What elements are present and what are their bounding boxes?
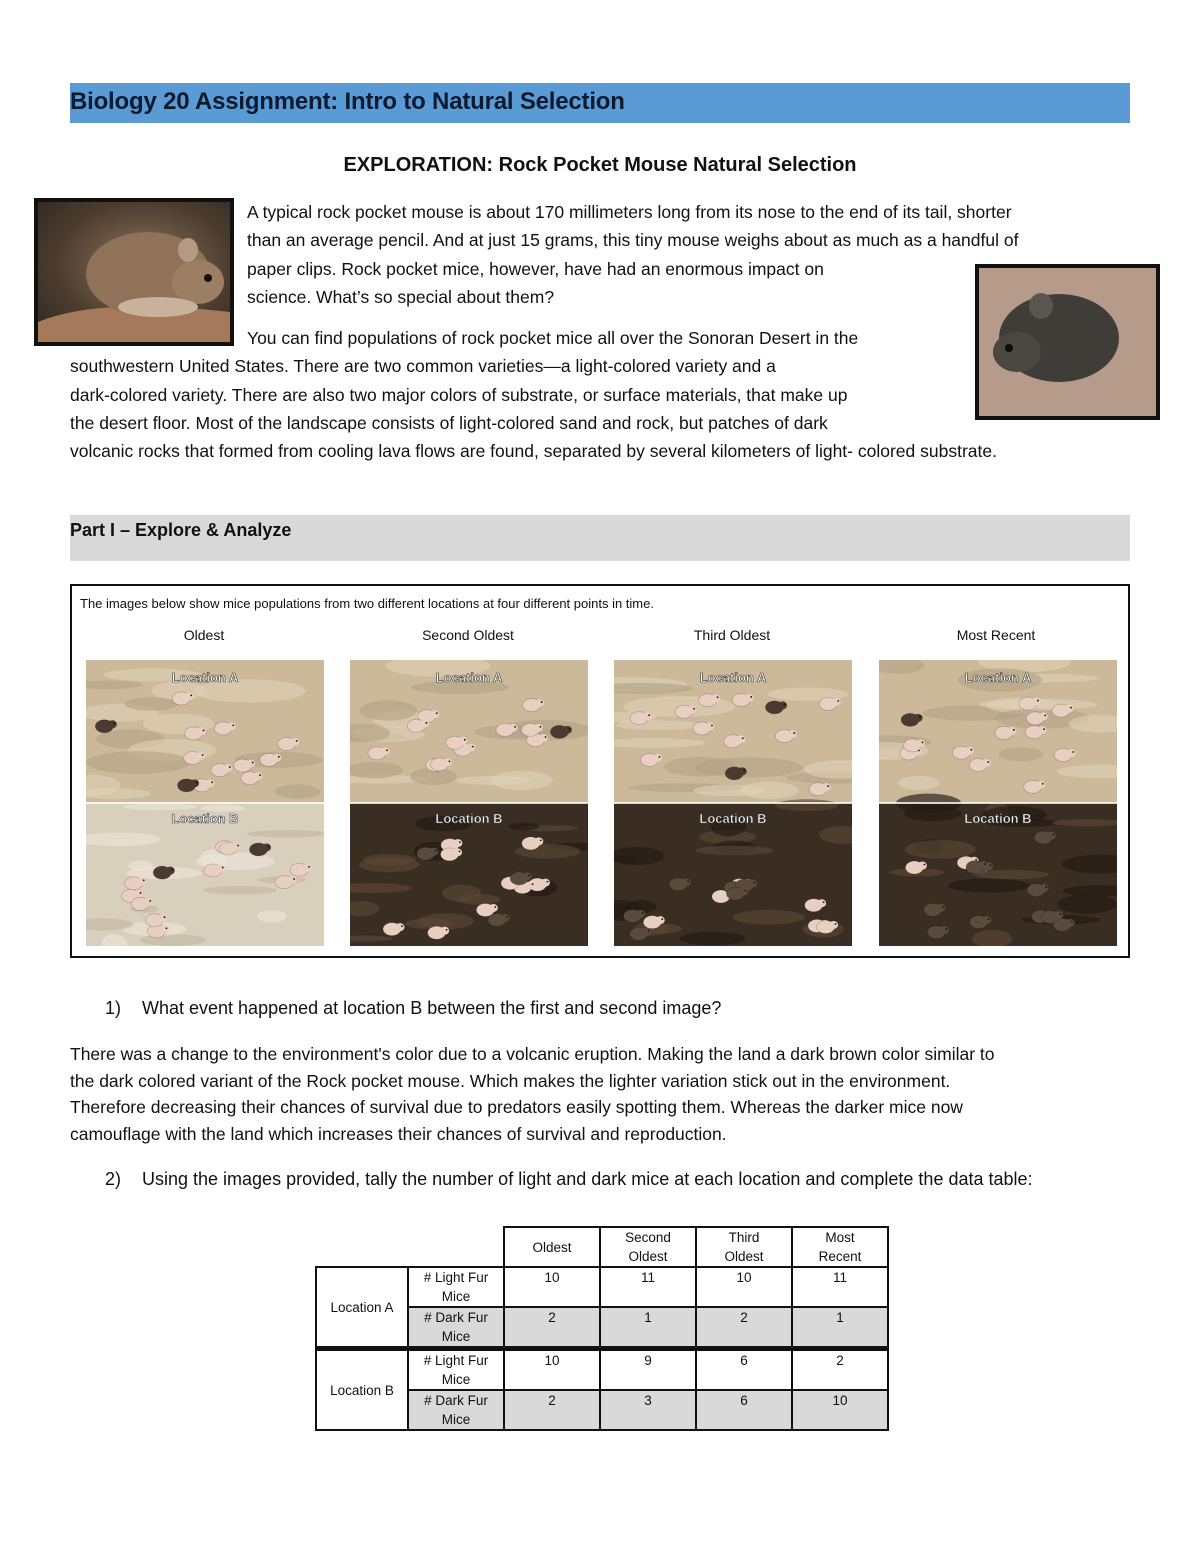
header-second-oldest: Second Oldest bbox=[600, 1227, 696, 1267]
table-cell[interactable]: 2 bbox=[504, 1307, 600, 1349]
section-heading: EXPLORATION: Rock Pocket Mouse Natural Selection bbox=[343, 154, 857, 176]
part-heading: Part I – Explore & Analyze bbox=[70, 520, 292, 540]
header-oldest: Oldest bbox=[504, 1227, 600, 1267]
part-heading-bar bbox=[70, 515, 1130, 561]
location-b-label: Location B bbox=[699, 811, 767, 826]
table-cell[interactable]: 6 bbox=[696, 1349, 792, 1391]
location-b-label: Location B bbox=[171, 811, 239, 826]
population-image-oldest bbox=[86, 660, 324, 946]
table-cell[interactable]: 11 bbox=[600, 1267, 696, 1307]
table-cell[interactable]: 2 bbox=[696, 1307, 792, 1349]
location-b-label: Location B bbox=[964, 811, 1032, 826]
column-label-second-oldest: Second Oldest bbox=[422, 627, 514, 643]
location-a-label: Location A bbox=[964, 670, 1032, 685]
table-cell[interactable]: 3 bbox=[600, 1390, 696, 1430]
location-a-label: Location A bbox=[171, 670, 239, 685]
location-b-label: Location B bbox=[316, 1349, 408, 1431]
column-label-oldest: Oldest bbox=[183, 627, 225, 643]
population-image-third-oldest bbox=[614, 660, 852, 946]
header-most-recent: Most Recent bbox=[792, 1227, 888, 1267]
column-label-most-recent: Most Recent bbox=[956, 627, 1036, 643]
population-image-second-oldest bbox=[350, 660, 588, 946]
table-cell[interactable]: 2 bbox=[504, 1390, 600, 1430]
images-caption: The images below show mice populations from two different locations at four different points in time. bbox=[80, 596, 654, 611]
row-label: # Light Fur Mice bbox=[408, 1349, 504, 1391]
row-label: # Dark Fur Mice bbox=[408, 1390, 504, 1430]
table-cell[interactable]: 10 bbox=[696, 1267, 792, 1307]
intro-paragraph-1: A typical rock pocket mouse is about 170 millimeters long from its nose to the end of its tail, shorter than an average pencil. And at just 15 grams, this tiny mouse weighs about as much as a handful of paper clips. Rock pocket mice, however, have had an enormous impact on science. What’s so special about them? bbox=[247, 202, 1019, 307]
question-1-number: 1) bbox=[105, 998, 122, 1018]
question-2-number: 2) bbox=[105, 1169, 122, 1189]
location-a-label: Location A bbox=[316, 1267, 408, 1349]
table-cell[interactable]: 6 bbox=[696, 1390, 792, 1430]
row-label: # Dark Fur Mice bbox=[408, 1307, 504, 1349]
question-1-text: What event happened at location B between the first and second image? bbox=[142, 998, 722, 1018]
location-a-label: Location A bbox=[699, 670, 767, 685]
table-cell[interactable]: 1 bbox=[792, 1307, 888, 1349]
row-label: # Light Fur Mice bbox=[408, 1267, 504, 1307]
table-cell[interactable]: 10 bbox=[792, 1390, 888, 1430]
title-bar bbox=[70, 83, 1130, 123]
header-third-oldest: Third Oldest bbox=[696, 1227, 792, 1267]
location-a-label: Location A bbox=[435, 670, 503, 685]
table-cell[interactable]: 9 bbox=[600, 1349, 696, 1391]
document-title: Biology 20 Assignment: Intro to Natural Selection bbox=[70, 88, 625, 115]
location-b-label: Location B bbox=[435, 811, 503, 826]
question-1-answer[interactable]: There was a change to the environment's color due to a volcanic eruption. Making the land a dark brown color similar to the dark colored variant of the Rock pocket mouse. Which makes the lighter variation stick out in the environment. Therefore decreasing their chances of survival due to predators easily spotting them. Whereas the darker mice now camouflage with the land which increases their chances of survival and reproduction. bbox=[70, 1044, 995, 1144]
intro-paragraph-2: You can find populations of rock pocket mice all over the Sonoran Desert in the southwestern United States. There are two common varieties—a light-colored variety and a dark-colored variety. There are also two major colors of substrate, or surface materials, that make up the desert floor. Most of the landscape consists of light-colored sand and rock, but patches of dark volcanic rocks that formed from cooling lava flows are found, separated by several kilometers of light- colored substrate. bbox=[70, 328, 997, 462]
population-image-most-recent bbox=[879, 660, 1117, 946]
table-cell[interactable]: 10 bbox=[504, 1349, 600, 1391]
table-cell[interactable]: 10 bbox=[504, 1267, 600, 1307]
table-cell[interactable]: 11 bbox=[792, 1267, 888, 1307]
table-cell[interactable]: 1 bbox=[600, 1307, 696, 1349]
mice-tally-table bbox=[315, 1226, 889, 1431]
table-cell[interactable]: 2 bbox=[792, 1349, 888, 1391]
column-label-third-oldest: Third Oldest bbox=[693, 627, 771, 643]
question-2-text: Using the images provided, tally the number of light and dark mice at each location and complete the data table: bbox=[142, 1169, 1033, 1189]
